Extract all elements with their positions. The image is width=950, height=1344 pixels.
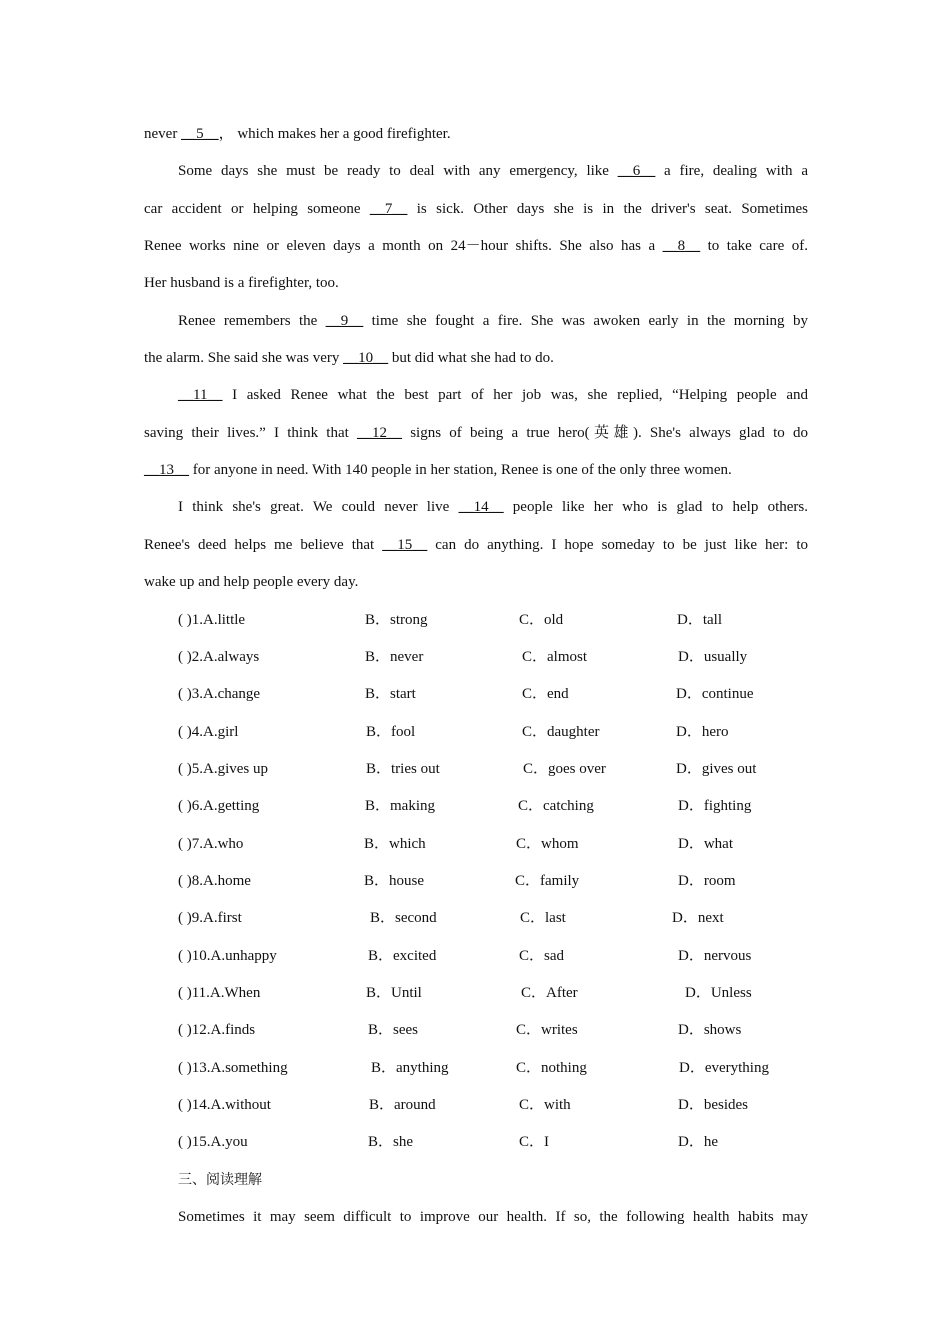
question-13-option-b: B．anything xyxy=(371,1060,449,1076)
question-11-stem: ( )11.A.When xyxy=(178,985,261,1001)
question-1-stem: ( )1.A.little xyxy=(178,612,246,628)
question-3-option-b: B．start xyxy=(365,686,416,702)
question-3-option-d: D．continue xyxy=(676,686,754,702)
question-5-option-d: D．gives out xyxy=(676,761,757,777)
question-14-stem: ( )14.A.without xyxy=(178,1097,271,1113)
question-1-option-d: D．tall xyxy=(677,612,722,628)
question-4-option-c: C．daughter xyxy=(522,724,600,740)
passage-line: Renee's deed helps me believe that __15__ can do anything. I hope someday to be just like her: to xyxy=(144,537,808,553)
passage-line: saving their lives.” I think that __12__ signs of being a true hero(英雄). She's always glad to do xyxy=(144,425,808,441)
question-1-option-b: B．strong xyxy=(365,612,428,628)
question-9-stem: ( )9.A.first xyxy=(178,910,242,926)
blank-13: __13__ xyxy=(144,462,189,478)
passage-line: car accident or helping someone __7__ is sick. Other days she is in the driver's seat. Sometimes xyxy=(144,201,808,217)
question-12-option-b: B．sees xyxy=(368,1022,418,1038)
question-9-option-c: C．last xyxy=(520,910,566,926)
question-10-option-c: C．sad xyxy=(519,948,565,964)
question-9-option-b: B．second xyxy=(370,910,437,926)
question-5-stem: ( )5.A.gives up xyxy=(178,761,268,777)
question-6-option-c: C．catching xyxy=(518,798,594,814)
question-5-option-c: C．goes over xyxy=(523,761,606,777)
question-4-stem: ( )4.A.girl xyxy=(178,724,239,740)
question-13-option-d: D．everything xyxy=(679,1060,769,1076)
question-8-option-b: B．house xyxy=(364,873,425,889)
question-3-stem: ( )3.A.change xyxy=(178,686,261,702)
question-14-option-c: C．with xyxy=(519,1097,571,1113)
question-15-option-b: B．she xyxy=(368,1134,414,1150)
passage-line: I think she's great. We could never live __14__ people like her who is glad to help others. xyxy=(178,499,808,515)
passage-line: Her husband is a firefighter, too. xyxy=(144,275,339,291)
question-7-stem: ( )7.A.who xyxy=(178,836,244,852)
question-8-option-c: C．family xyxy=(515,873,580,889)
passage-line: Renee remembers the __9__ time she fought a fire. She was awoken early in the morning by xyxy=(178,313,808,329)
question-14-option-d: D．besides xyxy=(678,1097,748,1113)
question-9-option-d: D．next xyxy=(672,910,724,926)
passage-line: wake up and help people every day. xyxy=(144,574,359,590)
question-5-option-b: B．tries out xyxy=(366,761,440,777)
question-10-stem: ( )10.A.unhappy xyxy=(178,948,277,964)
blank-6: __6__ xyxy=(617,163,656,179)
question-15-option-c: C．I xyxy=(519,1134,550,1150)
question-15-option-d: D．he xyxy=(678,1134,718,1150)
question-10-option-b: B．excited xyxy=(368,948,437,964)
question-12-option-d: D．shows xyxy=(678,1022,742,1038)
question-12-option-c: C．writes xyxy=(516,1022,578,1038)
passage-line: never __5__， which makes her a good firefighter. xyxy=(144,126,451,142)
question-7-option-c: C．whom xyxy=(516,836,579,852)
blank-5: __5__ xyxy=(181,126,219,142)
question-7-option-b: B．which xyxy=(364,836,426,852)
blank-11: __11__ xyxy=(178,387,223,403)
blank-9: __9__ xyxy=(325,313,364,329)
question-8-stem: ( )8.A.home xyxy=(178,873,251,889)
passage-line: __13__ for anyone in need. With 140 people in her station, Renee is one of the only three women. xyxy=(144,462,732,478)
blank-14: __14__ xyxy=(458,499,504,515)
question-4-option-d: D．hero xyxy=(676,724,729,740)
question-7-option-d: D．what xyxy=(678,836,733,852)
blank-7: __7__ xyxy=(369,201,408,217)
question-8-option-d: D．room xyxy=(678,873,736,889)
question-2-stem: ( )2.A.always xyxy=(178,649,260,665)
blank-8: __8__ xyxy=(662,238,701,254)
question-12-stem: ( )12.A.finds xyxy=(178,1022,256,1038)
passage-line: Sometimes it may seem difficult to improve our health. If so, the following health habits may xyxy=(178,1209,808,1225)
question-6-option-b: B．making xyxy=(365,798,435,814)
question-4-option-b: B．fool xyxy=(366,724,416,740)
question-10-option-d: D．nervous xyxy=(678,948,752,964)
section-heading: 三、阅读理解 xyxy=(178,1172,262,1188)
question-11-option-d: D．Unless xyxy=(685,985,752,1001)
passage-line: Some days she must be ready to deal with any emergency, like __6__ a fire, dealing with a xyxy=(178,163,808,179)
blank-15: __15__ xyxy=(382,537,428,553)
question-6-option-d: D．fighting xyxy=(678,798,752,814)
question-6-stem: ( )6.A.getting xyxy=(178,798,260,814)
question-3-option-c: C．end xyxy=(522,686,569,702)
question-11-option-b: B．Until xyxy=(366,985,422,1001)
question-2-option-b: B．never xyxy=(365,649,424,665)
blank-10: __10__ xyxy=(343,350,389,366)
question-2-option-c: C．almost xyxy=(522,649,588,665)
question-13-option-c: C．nothing xyxy=(516,1060,587,1076)
question-14-option-b: B．around xyxy=(369,1097,436,1113)
passage-line: the alarm. She said she was very __10__ but did what she had to do. xyxy=(144,350,554,366)
question-15-stem: ( )15.A.you xyxy=(178,1134,248,1150)
passage-line: __11__ I asked Renee what the best part of her job was, she replied, “Helping people and xyxy=(178,387,808,403)
question-1-option-c: C．old xyxy=(519,612,564,628)
passage-line: Renee works nine or eleven days a month on 24－hour shifts. She also has a __8__ to take care of. xyxy=(144,238,808,254)
question-11-option-c: C．After xyxy=(521,985,578,1001)
blank-12: __12__ xyxy=(357,425,402,441)
question-2-option-d: D．usually xyxy=(678,649,748,665)
question-13-stem: ( )13.A.something xyxy=(178,1060,288,1076)
